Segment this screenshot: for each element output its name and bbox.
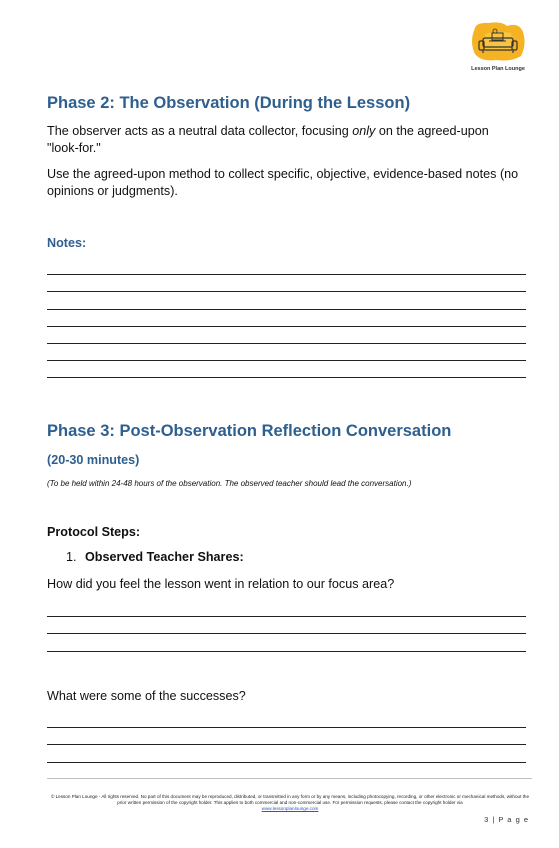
note-line[interactable] xyxy=(47,309,526,310)
phase-2-paragraph-2: Use the agreed-upon method to collect specific, objective, evidence-based notes (no opinions or judgments). xyxy=(47,167,519,198)
answer-line[interactable] xyxy=(47,727,526,728)
footer-website-link[interactable]: www.lessonplanlounge.com xyxy=(261,806,319,811)
phase-2-paragraph-1: The observer acts as a neutral data collector, focusing only on the agreed-upon "look-for." xyxy=(47,124,489,155)
answer-line[interactable] xyxy=(47,616,526,617)
phase-3-heading: Phase 3: Post-Observation Reflection Conversation xyxy=(47,422,452,440)
note-line[interactable] xyxy=(47,377,526,378)
duration-label: (20-30 minutes) xyxy=(47,453,140,467)
note-line[interactable] xyxy=(47,291,526,292)
note-line[interactable] xyxy=(47,360,526,361)
footer-divider xyxy=(47,778,532,779)
phase-2-heading: Phase 2: The Observation (During the Lesson) xyxy=(47,94,411,112)
protocol-steps-label: Protocol Steps: xyxy=(47,525,141,539)
step-1-label: Observed Teacher Shares: xyxy=(85,550,244,564)
step-1-number: 1. xyxy=(66,550,77,564)
note-line[interactable] xyxy=(47,274,526,275)
answer-line[interactable] xyxy=(47,744,526,745)
answer-line[interactable] xyxy=(47,651,526,652)
question-1: How did you feel the lesson went in relation to our focus area? xyxy=(47,577,395,591)
note-line[interactable] xyxy=(47,343,526,344)
note-line[interactable] xyxy=(47,326,526,327)
page-number: 3 | P a g e xyxy=(484,815,529,824)
answer-line[interactable] xyxy=(47,762,526,763)
phase-3-instruction: (To be held within 24-48 hours of the observation. The observed teacher should lead the conversation.) xyxy=(47,479,412,488)
logo-text: Lesson Plan Lounge xyxy=(471,66,525,72)
answer-line[interactable] xyxy=(47,633,526,634)
question-2: What were some of the successes? xyxy=(47,689,246,703)
footer-copyright: © Lesson Plan Lounge - All rights reserved. No part of this document may be reproduced, distributed, or transmitted in any form or by any means, including photocopying, recording, or other electronic or mechanical methods, without the prior written permission of the copyright holder. This applies to both commercial and non-commercial use. For permission requests, please contact the copyright holder via www.lessonplanlounge.com xyxy=(50,794,530,811)
notes-label: Notes: xyxy=(47,236,87,250)
